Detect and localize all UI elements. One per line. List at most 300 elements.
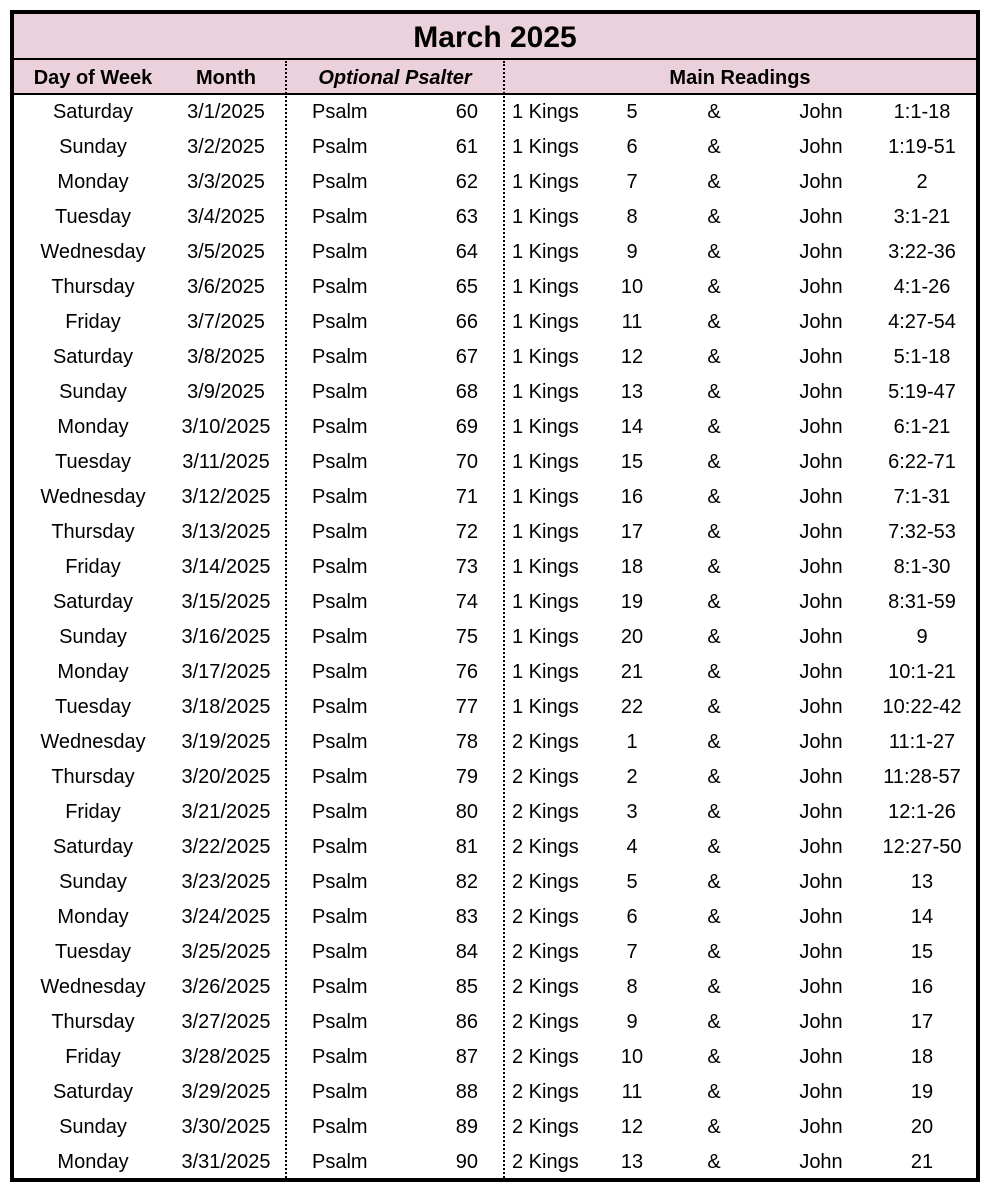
cell-book-2: John bbox=[799, 346, 843, 368]
cell-date: 3/8/2025 bbox=[187, 346, 265, 368]
cell-psalm-number: 62 bbox=[455, 171, 478, 193]
cell-date: 3/21/2025 bbox=[181, 801, 271, 823]
cell-psalm-label: Psalm bbox=[312, 1046, 368, 1068]
cell-reference-2: 13 bbox=[910, 871, 934, 893]
cell-ampersand: & bbox=[707, 766, 721, 788]
cell-book-2: John bbox=[799, 241, 843, 263]
cell-chapter-1: 11 bbox=[621, 311, 643, 333]
cell-date: 3/26/2025 bbox=[181, 976, 271, 998]
cell-psalm-label: Psalm bbox=[312, 346, 368, 368]
cell-psalm-number: 70 bbox=[455, 451, 478, 473]
cell-psalm-label: Psalm bbox=[312, 556, 368, 578]
cell-psalm-number: 77 bbox=[455, 696, 478, 718]
cell-book-1: 1 Kings bbox=[512, 626, 579, 648]
cell-book-2: John bbox=[799, 626, 843, 648]
cell-date: 3/12/2025 bbox=[181, 486, 271, 508]
cell-book-1: 1 Kings bbox=[512, 591, 579, 613]
cell-ampersand: & bbox=[707, 136, 721, 158]
cell-book-2: John bbox=[799, 941, 843, 963]
cell-date: 3/4/2025 bbox=[187, 206, 265, 228]
cell-book-2: John bbox=[799, 906, 843, 928]
cell-psalm-label: Psalm bbox=[312, 871, 368, 893]
cell-book-1: 1 Kings bbox=[512, 696, 579, 718]
table-row bbox=[14, 760, 976, 795]
cell-date: 3/31/2025 bbox=[181, 1151, 271, 1173]
cell-ampersand: & bbox=[707, 416, 721, 438]
cell-day: Wednesday bbox=[40, 731, 146, 753]
cell-psalm-number: 87 bbox=[455, 1046, 478, 1068]
cell-reference-2: 21 bbox=[910, 1151, 934, 1173]
cell-reference-2: 18 bbox=[910, 1046, 934, 1068]
cell-book-1: 2 Kings bbox=[512, 976, 579, 998]
header-main-readings: Main Readings bbox=[669, 67, 811, 89]
cell-book-2: John bbox=[799, 661, 843, 683]
cell-book-2: John bbox=[799, 416, 843, 438]
cell-psalm-label: Psalm bbox=[312, 206, 368, 228]
cell-date: 3/3/2025 bbox=[187, 171, 265, 193]
cell-book-2: John bbox=[799, 836, 843, 858]
cell-date: 3/13/2025 bbox=[181, 521, 271, 543]
cell-ampersand: & bbox=[707, 1116, 721, 1138]
cell-date: 3/1/2025 bbox=[187, 101, 265, 123]
cell-chapter-1: 20 bbox=[620, 626, 644, 648]
cell-day: Friday bbox=[65, 1046, 121, 1068]
cell-chapter-1: 18 bbox=[620, 556, 644, 578]
cell-book-1: 1 Kings bbox=[512, 416, 579, 438]
cell-day: Monday bbox=[57, 1151, 129, 1173]
cell-book-2: John bbox=[799, 1011, 843, 1033]
cell-book-1: 1 Kings bbox=[512, 171, 579, 193]
cell-psalm-label: Psalm bbox=[312, 521, 368, 543]
cell-reference-2: 3:22-36 bbox=[888, 241, 956, 263]
table-row bbox=[14, 725, 976, 760]
cell-reference-2: 1:19-51 bbox=[888, 136, 956, 158]
cell-date: 3/5/2025 bbox=[187, 241, 265, 263]
cell-psalm-label: Psalm bbox=[312, 976, 368, 998]
cell-date: 3/18/2025 bbox=[181, 696, 271, 718]
cell-book-1: 2 Kings bbox=[512, 906, 579, 928]
cell-book-1: 1 Kings bbox=[512, 346, 579, 368]
cell-reference-2: 5:1-18 bbox=[893, 346, 951, 368]
cell-date: 3/28/2025 bbox=[181, 1046, 271, 1068]
cell-ampersand: & bbox=[707, 521, 721, 543]
cell-book-2: John bbox=[799, 381, 843, 403]
cell-psalm-label: Psalm bbox=[312, 171, 368, 193]
cell-book-2: John bbox=[799, 766, 843, 788]
cell-date: 3/27/2025 bbox=[181, 1011, 271, 1033]
table-row bbox=[14, 165, 976, 200]
cell-day: Saturday bbox=[52, 346, 134, 368]
cell-chapter-1: 10 bbox=[620, 1046, 644, 1068]
cell-reference-2: 6:22-71 bbox=[888, 451, 956, 473]
cell-book-1: 2 Kings bbox=[512, 836, 579, 858]
table-row bbox=[14, 305, 976, 340]
cell-book-2: John bbox=[799, 556, 843, 578]
cell-book-2: John bbox=[799, 731, 843, 753]
cell-psalm-number: 76 bbox=[455, 661, 478, 683]
cell-psalm-label: Psalm bbox=[312, 696, 368, 718]
cell-book-1: 1 Kings bbox=[512, 136, 579, 158]
cell-psalm-number: 69 bbox=[455, 416, 478, 438]
cell-ampersand: & bbox=[707, 1011, 721, 1033]
cell-psalm-label: Psalm bbox=[312, 801, 368, 823]
cell-book-2: John bbox=[799, 801, 843, 823]
cell-reference-2: 4:27-54 bbox=[888, 311, 956, 333]
cell-chapter-1: 2 bbox=[626, 766, 638, 788]
cell-day: Tuesday bbox=[55, 206, 131, 228]
cell-psalm-label: Psalm bbox=[312, 381, 368, 403]
cell-book-2: John bbox=[799, 1151, 843, 1173]
cell-psalm-number: 84 bbox=[455, 941, 478, 963]
cell-chapter-1: 19 bbox=[620, 591, 644, 613]
cell-chapter-1: 1 bbox=[626, 731, 638, 753]
cell-psalm-number: 71 bbox=[455, 486, 478, 508]
cell-book-1: 2 Kings bbox=[512, 941, 579, 963]
table-row bbox=[14, 375, 976, 410]
cell-chapter-1: 9 bbox=[626, 1011, 638, 1033]
cell-day: Saturday bbox=[52, 101, 134, 123]
cell-psalm-number: 78 bbox=[455, 731, 478, 753]
cell-day: Sunday bbox=[59, 871, 127, 893]
table-row bbox=[14, 410, 976, 445]
cell-book-1: 1 Kings bbox=[512, 486, 579, 508]
cell-chapter-1: 11 bbox=[621, 1081, 643, 1103]
cell-book-1: 1 Kings bbox=[512, 241, 579, 263]
cell-book-1: 1 Kings bbox=[512, 451, 579, 473]
cell-psalm-number: 75 bbox=[455, 626, 478, 648]
cell-date: 3/2/2025 bbox=[187, 136, 265, 158]
cell-psalm-label: Psalm bbox=[312, 661, 368, 683]
table-row bbox=[14, 1075, 976, 1110]
cell-ampersand: & bbox=[707, 836, 721, 858]
cell-ampersand: & bbox=[707, 276, 721, 298]
cell-reference-2: 20 bbox=[910, 1116, 934, 1138]
cell-book-2: John bbox=[799, 101, 843, 123]
column-header-row bbox=[14, 60, 976, 95]
cell-day: Friday bbox=[65, 801, 121, 823]
table-row bbox=[14, 585, 976, 620]
cell-psalm-label: Psalm bbox=[312, 1011, 368, 1033]
table-row bbox=[14, 935, 976, 970]
cell-chapter-1: 5 bbox=[626, 871, 638, 893]
table-row bbox=[14, 95, 976, 130]
cell-chapter-1: 7 bbox=[626, 171, 638, 193]
cell-reference-2: 12:1-26 bbox=[888, 801, 956, 823]
cell-ampersand: & bbox=[707, 101, 721, 123]
cell-reference-2: 5:19-47 bbox=[888, 381, 956, 403]
cell-psalm-number: 65 bbox=[455, 276, 478, 298]
cell-date: 3/20/2025 bbox=[181, 766, 271, 788]
cell-psalm-label: Psalm bbox=[312, 101, 368, 123]
cell-book-2: John bbox=[799, 521, 843, 543]
cell-book-1: 1 Kings bbox=[512, 556, 579, 578]
cell-chapter-1: 9 bbox=[626, 241, 638, 263]
cell-psalm-label: Psalm bbox=[312, 1081, 368, 1103]
cell-day: Wednesday bbox=[40, 241, 146, 263]
table-row bbox=[14, 200, 976, 235]
page-title: March 2025 bbox=[14, 14, 976, 60]
table-row bbox=[14, 795, 976, 830]
cell-psalm-label: Psalm bbox=[312, 591, 368, 613]
cell-day: Saturday bbox=[52, 1081, 134, 1103]
table-row bbox=[14, 1110, 976, 1145]
cell-psalm-number: 60 bbox=[455, 101, 478, 123]
cell-chapter-1: 22 bbox=[620, 696, 644, 718]
cell-date: 3/22/2025 bbox=[181, 836, 271, 858]
cell-chapter-1: 12 bbox=[620, 346, 644, 368]
table-row bbox=[14, 340, 976, 375]
cell-day: Sunday bbox=[59, 626, 127, 648]
cell-date: 3/23/2025 bbox=[181, 871, 271, 893]
cell-reference-2: 3:1-21 bbox=[893, 206, 951, 228]
cell-psalm-number: 86 bbox=[455, 1011, 478, 1033]
cell-ampersand: & bbox=[707, 976, 721, 998]
cell-chapter-1: 14 bbox=[620, 416, 644, 438]
cell-book-1: 1 Kings bbox=[512, 381, 579, 403]
cell-chapter-1: 8 bbox=[626, 206, 638, 228]
cell-date: 3/17/2025 bbox=[181, 661, 271, 683]
cell-day: Sunday bbox=[59, 1116, 127, 1138]
table-row bbox=[14, 830, 976, 865]
cell-day: Saturday bbox=[52, 591, 134, 613]
cell-date: 3/6/2025 bbox=[187, 276, 265, 298]
cell-chapter-1: 6 bbox=[626, 136, 638, 158]
cell-ampersand: & bbox=[707, 591, 721, 613]
cell-ampersand: & bbox=[707, 451, 721, 473]
cell-reference-2: 2 bbox=[916, 171, 928, 193]
cell-day: Monday bbox=[57, 171, 129, 193]
cell-reference-2: 8:1-30 bbox=[893, 556, 951, 578]
cell-reference-2: 17 bbox=[910, 1011, 934, 1033]
cell-reference-2: 6:1-21 bbox=[893, 416, 951, 438]
cell-book-2: John bbox=[799, 591, 843, 613]
cell-date: 3/14/2025 bbox=[181, 556, 271, 578]
cell-book-2: John bbox=[799, 1116, 843, 1138]
cell-day: Tuesday bbox=[55, 941, 131, 963]
cell-psalm-label: Psalm bbox=[312, 626, 368, 648]
table-row bbox=[14, 270, 976, 305]
cell-ampersand: & bbox=[707, 1046, 721, 1068]
cell-psalm-label: Psalm bbox=[312, 1116, 368, 1138]
cell-psalm-label: Psalm bbox=[312, 766, 368, 788]
table-row bbox=[14, 1040, 976, 1075]
cell-book-2: John bbox=[799, 976, 843, 998]
cell-day: Thursday bbox=[51, 766, 135, 788]
cell-chapter-1: 4 bbox=[626, 836, 638, 858]
cell-book-1: 2 Kings bbox=[512, 801, 579, 823]
cell-date: 3/24/2025 bbox=[181, 906, 271, 928]
cell-book-2: John bbox=[799, 486, 843, 508]
cell-reference-2: 11:28-57 bbox=[883, 766, 961, 788]
cell-reference-2: 10:22-42 bbox=[882, 696, 962, 718]
cell-date: 3/15/2025 bbox=[181, 591, 271, 613]
cell-ampersand: & bbox=[707, 241, 721, 263]
table-row bbox=[14, 130, 976, 165]
cell-ampersand: & bbox=[707, 661, 721, 683]
table-row bbox=[14, 1005, 976, 1040]
table-row bbox=[14, 550, 976, 585]
cell-reference-2: 4:1-26 bbox=[893, 276, 951, 298]
cell-day: Sunday bbox=[59, 381, 127, 403]
cell-psalm-number: 90 bbox=[455, 1151, 478, 1173]
cell-psalm-label: Psalm bbox=[312, 906, 368, 928]
cell-reference-2: 16 bbox=[910, 976, 934, 998]
cell-psalm-number: 88 bbox=[455, 1081, 478, 1103]
cell-psalm-label: Psalm bbox=[312, 276, 368, 298]
cell-ampersand: & bbox=[707, 556, 721, 578]
cell-psalm-label: Psalm bbox=[312, 731, 368, 753]
cell-ampersand: & bbox=[707, 486, 721, 508]
cell-book-1: 1 Kings bbox=[512, 311, 579, 333]
cell-psalm-number: 82 bbox=[455, 871, 478, 893]
cell-psalm-number: 73 bbox=[455, 556, 478, 578]
cell-book-2: John bbox=[799, 1081, 843, 1103]
cell-day: Sunday bbox=[59, 136, 127, 158]
cell-date: 3/19/2025 bbox=[181, 731, 271, 753]
cell-day: Monday bbox=[57, 416, 129, 438]
cell-ampersand: & bbox=[707, 871, 721, 893]
cell-psalm-number: 83 bbox=[455, 906, 478, 928]
cell-book-2: John bbox=[799, 871, 843, 893]
table-body bbox=[14, 95, 976, 1178]
cell-chapter-1: 15 bbox=[620, 451, 644, 473]
cell-day: Wednesday bbox=[40, 976, 146, 998]
cell-book-1: 2 Kings bbox=[512, 871, 579, 893]
cell-reference-2: 11:1-27 bbox=[888, 731, 956, 753]
cell-chapter-1: 13 bbox=[620, 1151, 644, 1173]
cell-ampersand: & bbox=[707, 1151, 721, 1173]
cell-ampersand: & bbox=[707, 941, 721, 963]
cell-reference-2: 7:1-31 bbox=[893, 486, 951, 508]
cell-psalm-number: 89 bbox=[455, 1116, 478, 1138]
cell-reference-2: 8:31-59 bbox=[888, 591, 956, 613]
cell-book-2: John bbox=[799, 206, 843, 228]
cell-chapter-1: 13 bbox=[620, 381, 644, 403]
table-row bbox=[14, 865, 976, 900]
cell-psalm-label: Psalm bbox=[312, 836, 368, 858]
table-row bbox=[14, 900, 976, 935]
cell-book-1: 2 Kings bbox=[512, 766, 579, 788]
cell-reference-2: 7:32-53 bbox=[888, 521, 956, 543]
cell-day: Monday bbox=[57, 906, 129, 928]
cell-book-1: 2 Kings bbox=[512, 1151, 579, 1173]
cell-psalm-label: Psalm bbox=[312, 1151, 368, 1173]
cell-book-2: John bbox=[799, 311, 843, 333]
cell-book-2: John bbox=[799, 136, 843, 158]
cell-date: 3/10/2025 bbox=[181, 416, 271, 438]
cell-day: Monday bbox=[57, 661, 129, 683]
cell-book-1: 1 Kings bbox=[512, 101, 579, 123]
cell-psalm-number: 61 bbox=[455, 136, 478, 158]
cell-ampersand: & bbox=[707, 906, 721, 928]
table-row bbox=[14, 480, 976, 515]
reading-plan-table bbox=[10, 10, 980, 1182]
cell-psalm-number: 79 bbox=[455, 766, 478, 788]
cell-psalm-number: 80 bbox=[455, 801, 478, 823]
cell-day: Friday bbox=[65, 556, 121, 578]
cell-reference-2: 15 bbox=[910, 941, 934, 963]
cell-day: Friday bbox=[65, 311, 121, 333]
cell-book-2: John bbox=[799, 1046, 843, 1068]
cell-book-1: 2 Kings bbox=[512, 1116, 579, 1138]
cell-psalm-number: 67 bbox=[455, 346, 478, 368]
cell-book-1: 1 Kings bbox=[512, 206, 579, 228]
cell-day: Saturday bbox=[52, 836, 134, 858]
cell-book-1: 2 Kings bbox=[512, 1081, 579, 1103]
cell-reference-2: 12:27-50 bbox=[882, 836, 962, 858]
cell-day: Tuesday bbox=[55, 696, 131, 718]
cell-book-1: 2 Kings bbox=[512, 1046, 579, 1068]
cell-ampersand: & bbox=[707, 381, 721, 403]
cell-book-2: John bbox=[799, 451, 843, 473]
cell-date: 3/25/2025 bbox=[181, 941, 271, 963]
cell-chapter-1: 21 bbox=[620, 661, 644, 683]
cell-book-1: 1 Kings bbox=[512, 661, 579, 683]
cell-ampersand: & bbox=[707, 206, 721, 228]
table-row bbox=[14, 690, 976, 725]
cell-day: Thursday bbox=[51, 1011, 135, 1033]
cell-day: Tuesday bbox=[55, 451, 131, 473]
cell-date: 3/7/2025 bbox=[187, 311, 265, 333]
header-month: Month bbox=[196, 67, 256, 89]
cell-psalm-label: Psalm bbox=[312, 941, 368, 963]
cell-chapter-1: 12 bbox=[620, 1116, 644, 1138]
cell-psalm-number: 64 bbox=[455, 241, 478, 263]
cell-ampersand: & bbox=[707, 311, 721, 333]
cell-psalm-label: Psalm bbox=[312, 136, 368, 158]
table-row bbox=[14, 620, 976, 655]
cell-chapter-1: 3 bbox=[626, 801, 638, 823]
cell-chapter-1: 16 bbox=[620, 486, 644, 508]
cell-ampersand: & bbox=[707, 626, 721, 648]
cell-psalm-number: 68 bbox=[455, 381, 478, 403]
cell-book-2: John bbox=[799, 171, 843, 193]
table-row bbox=[14, 445, 976, 480]
cell-psalm-number: 72 bbox=[455, 521, 478, 543]
cell-chapter-1: 8 bbox=[626, 976, 638, 998]
cell-psalm-number: 66 bbox=[455, 311, 478, 333]
table-row bbox=[14, 1145, 976, 1180]
cell-chapter-1: 5 bbox=[626, 101, 638, 123]
cell-ampersand: & bbox=[707, 801, 721, 823]
cell-psalm-label: Psalm bbox=[312, 241, 368, 263]
header-day-of-week: Day of Week bbox=[33, 67, 153, 89]
cell-reference-2: 14 bbox=[910, 906, 934, 928]
cell-ampersand: & bbox=[707, 731, 721, 753]
cell-reference-2: 19 bbox=[910, 1081, 934, 1103]
cell-ampersand: & bbox=[707, 1081, 721, 1103]
cell-day: Thursday bbox=[51, 521, 135, 543]
cell-ampersand: & bbox=[707, 171, 721, 193]
cell-book-1: 1 Kings bbox=[512, 276, 579, 298]
cell-psalm-number: 74 bbox=[455, 591, 478, 613]
cell-chapter-1: 6 bbox=[626, 906, 638, 928]
cell-chapter-1: 17 bbox=[620, 521, 644, 543]
table-row bbox=[14, 970, 976, 1005]
cell-date: 3/9/2025 bbox=[187, 381, 265, 403]
cell-chapter-1: 10 bbox=[620, 276, 644, 298]
cell-reference-2: 10:1-21 bbox=[888, 661, 956, 683]
cell-psalm-label: Psalm bbox=[312, 416, 368, 438]
header-optional-psalter: Optional Psalter bbox=[318, 67, 472, 89]
cell-date: 3/30/2025 bbox=[181, 1116, 271, 1138]
cell-psalm-number: 63 bbox=[455, 206, 478, 228]
cell-reference-2: 1:1-18 bbox=[893, 101, 951, 123]
cell-psalm-label: Psalm bbox=[312, 451, 368, 473]
cell-book-1: 2 Kings bbox=[512, 1011, 579, 1033]
cell-psalm-number: 81 bbox=[455, 836, 478, 858]
table-row bbox=[14, 655, 976, 690]
